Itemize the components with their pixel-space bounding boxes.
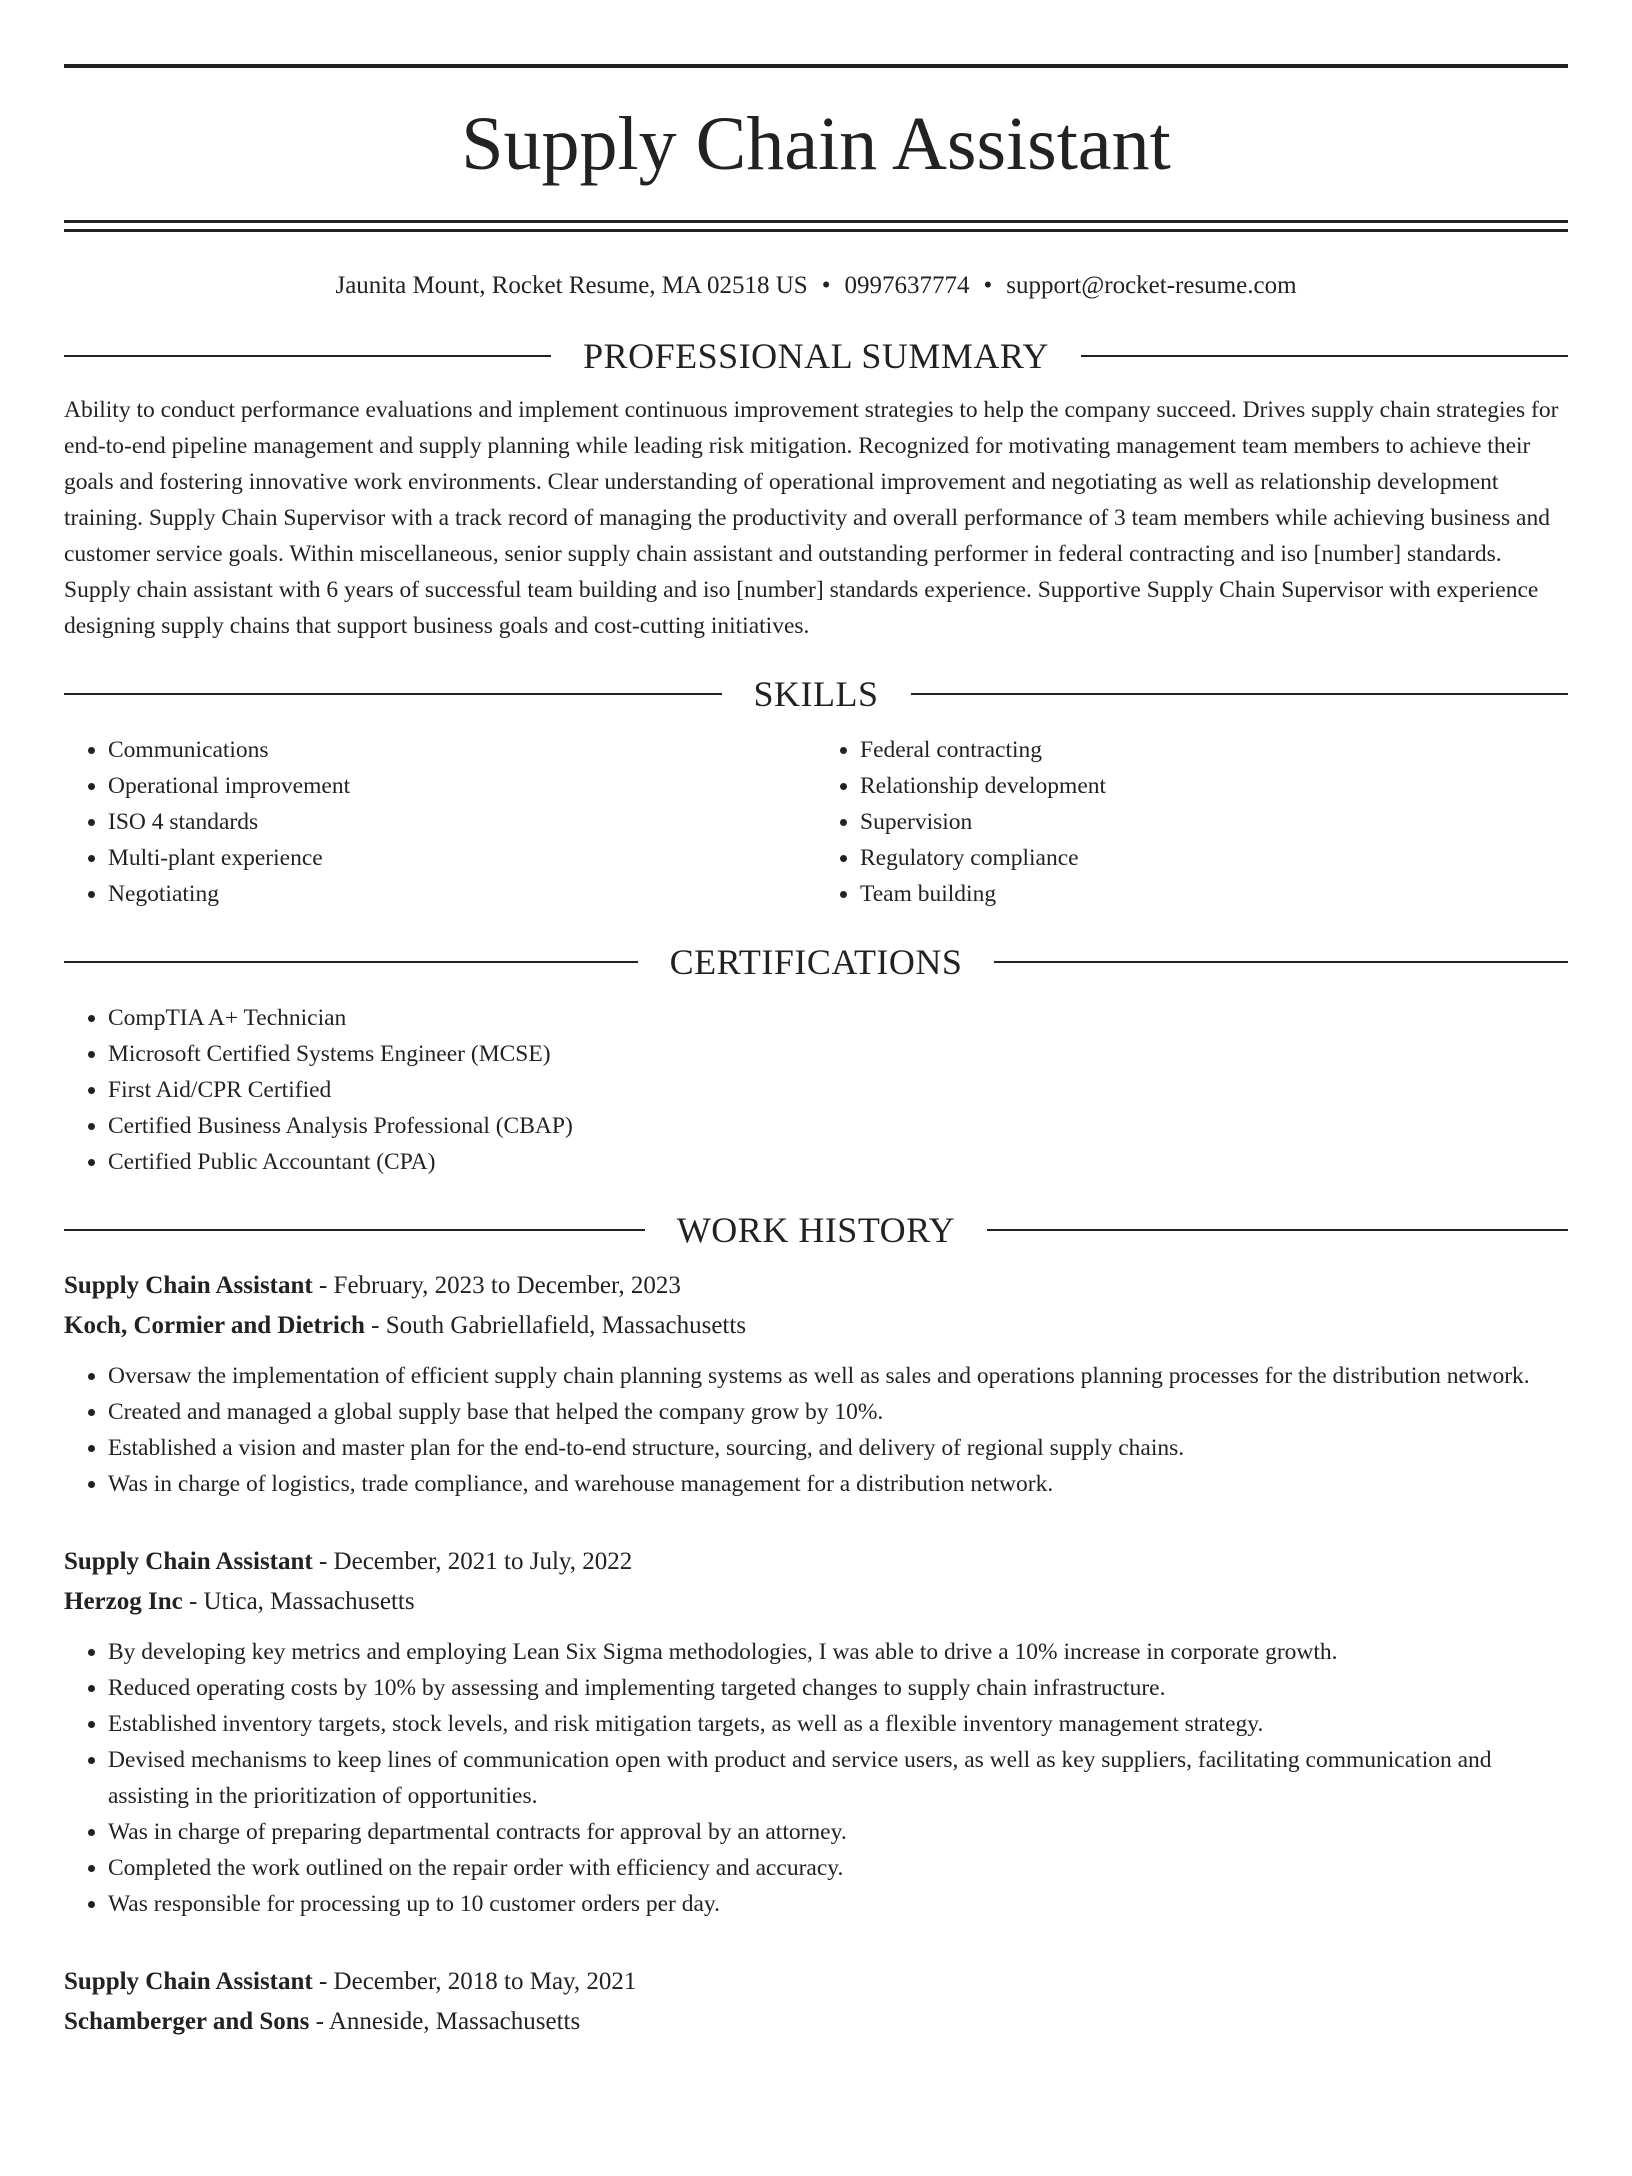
certification-item: • Microsoft Certified Systems Engineer (MCSE) [108, 1036, 1568, 1072]
job-dates: - February, 2023 to December, 2023 [312, 1272, 681, 1299]
skill-item: • Team building [860, 876, 1568, 912]
skill-item: • Negotiating [108, 876, 816, 912]
job-entry [64, 1542, 1568, 1922]
job-bullet: • By developing key metrics and employing Lean Six Sigma methodologies, I was able to drive a 10% increase in corporate growth. [108, 1634, 1568, 1670]
resume-title: Supply Chain Assistant [461, 102, 1171, 186]
skill-item: • ISO 4 standards [108, 804, 816, 840]
contact-line [64, 266, 1568, 306]
job-title-line [64, 1962, 1568, 2002]
job-role: Supply Chain Assistant [64, 1548, 313, 1575]
section-title: SKILLS [753, 674, 879, 714]
job-company-line [64, 1306, 1568, 1346]
certification-item: • Certified Public Accountant (CPA) [108, 1144, 1568, 1180]
skills-columns [64, 732, 1568, 912]
section-title: PROFESSIONAL SUMMARY [583, 336, 1049, 376]
section-heading-work-history [64, 1208, 1568, 1252]
job-bullet: • Was in charge of logistics, trade compliance, and warehouse management for a distribution network. [108, 1466, 1568, 1502]
job-bullet: • Created and managed a global supply base that helped the company grow by 10%. [108, 1394, 1568, 1430]
job-bullet: • Was in charge of preparing departmental contracts for approval by an attorney. [108, 1814, 1568, 1850]
job-bullet: • Completed the work outlined on the repair order with efficiency and accuracy. [108, 1850, 1568, 1886]
job-bullets [64, 1358, 1568, 1502]
heading-rule [911, 693, 1569, 695]
section-heading-skills [64, 672, 1568, 716]
skill-item: • Relationship development [860, 768, 1568, 804]
job-bullets [64, 1634, 1568, 1922]
skill-item: • Supervision [860, 804, 1568, 840]
job-bullet: • Reduced operating costs by 10% by assessing and implementing targeted changes to supply chain infrastructure. [108, 1670, 1568, 1706]
job-bullet: • Was responsible for processing up to 10 customer orders per day. [108, 1886, 1568, 1922]
title-double-rule [64, 220, 1568, 232]
certification-item: • CompTIA A+ Technician [108, 1000, 1568, 1036]
skills-list-left [64, 732, 816, 912]
section-heading-certifications [64, 940, 1568, 984]
skill-item: • Federal contracting [860, 732, 1568, 768]
contact-separator: • [983, 272, 993, 299]
heading-rule [64, 355, 551, 357]
heading-rule [64, 961, 638, 963]
summary-paragraph: Ability to conduct performance evaluations and implement continuous improvement strategies to help the company succeed. Drives supply chain strategies for end-to-end pipeline management and supply planning while leading risk mitigation. Recognized for motivating management team members to achieve their goals and fostering innovative work environments. Clear understanding of operational improvement and negotiating as well as relationship development training. Supply Chain Supervisor with a track record of managing the productivity and overall performance of 3 team members while achieving business and customer service goals. Within miscellaneous, senior supply chain assistant and outstanding performer in federal contracting and iso [number] standards. Supply chain assistant with 6 years of successful team building and iso [number] standards experience. Supportive Supply Chain Supervisor with experience designing supply chains that support business goals and cost-cutting initiatives. [64, 397, 1559, 639]
skill-item: • Operational improvement [108, 768, 816, 804]
contact-phone: 0997637774 [844, 272, 970, 299]
job-company-line [64, 1582, 1568, 1622]
top-rule [64, 64, 1568, 68]
job-bullet: • Established inventory targets, stock levels, and risk mitigation targets, as well as a flexible inventory management strategy. [108, 1706, 1568, 1742]
job-location: - Utica, Massachusetts [182, 1588, 415, 1615]
certification-item: • First Aid/CPR Certified [108, 1072, 1568, 1108]
section-title: WORK HISTORY [676, 1210, 956, 1250]
certifications-list [64, 1000, 1568, 1180]
job-role: Supply Chain Assistant [64, 1968, 313, 1995]
section-heading-summary [64, 334, 1568, 378]
job-role: Supply Chain Assistant [64, 1272, 313, 1299]
heading-rule [987, 1229, 1568, 1231]
job-company-line [64, 2002, 1568, 2042]
job-location: - South Gabriellafield, Massachusetts [364, 1312, 747, 1339]
job-bullet: • Oversaw the implementation of efficient supply chain planning systems as well as sales and operations planning processes for the distribution network. [108, 1358, 1568, 1394]
certification-item: • Certified Business Analysis Professional (CBAP) [108, 1108, 1568, 1144]
contact-email: support@rocket-resume.com [1006, 272, 1297, 299]
job-dates: - December, 2021 to July, 2022 [312, 1548, 633, 1575]
heading-rule [1081, 355, 1568, 357]
job-title-line [64, 1542, 1568, 1582]
section-title: CERTIFICATIONS [669, 942, 963, 982]
resume-page [0, 64, 1632, 2176]
job-entry [64, 1266, 1568, 1502]
skill-item: • Communications [108, 732, 816, 768]
job-dates: - December, 2018 to May, 2021 [312, 1968, 637, 1995]
job-entry [64, 1962, 1568, 2042]
skills-list-right [816, 732, 1568, 912]
contact-separator: • [821, 272, 831, 299]
job-company: Koch, Cormier and Dietrich [64, 1312, 365, 1339]
heading-rule [994, 961, 1568, 963]
job-location: - Anneside, Massachusetts [309, 2008, 581, 2035]
job-bullet: • Established a vision and master plan for the end-to-end structure, sourcing, and delivery of regional supply chains. [108, 1430, 1568, 1466]
skill-item: • Multi-plant experience [108, 840, 816, 876]
job-company: Schamberger and Sons [64, 2008, 310, 2035]
job-bullet: • Devised mechanisms to keep lines of communication open with product and service users, as well as key suppliers, facilitating communication and assisting in the prioritization of opportunities. [108, 1742, 1568, 1814]
skill-item: • Regulatory compliance [860, 840, 1568, 876]
job-title-line [64, 1266, 1568, 1306]
contact-address: Jaunita Mount, Rocket Resume, MA 02518 US [335, 272, 808, 299]
heading-rule [64, 1229, 645, 1231]
job-company: Herzog Inc [64, 1588, 183, 1615]
heading-rule [64, 693, 722, 695]
